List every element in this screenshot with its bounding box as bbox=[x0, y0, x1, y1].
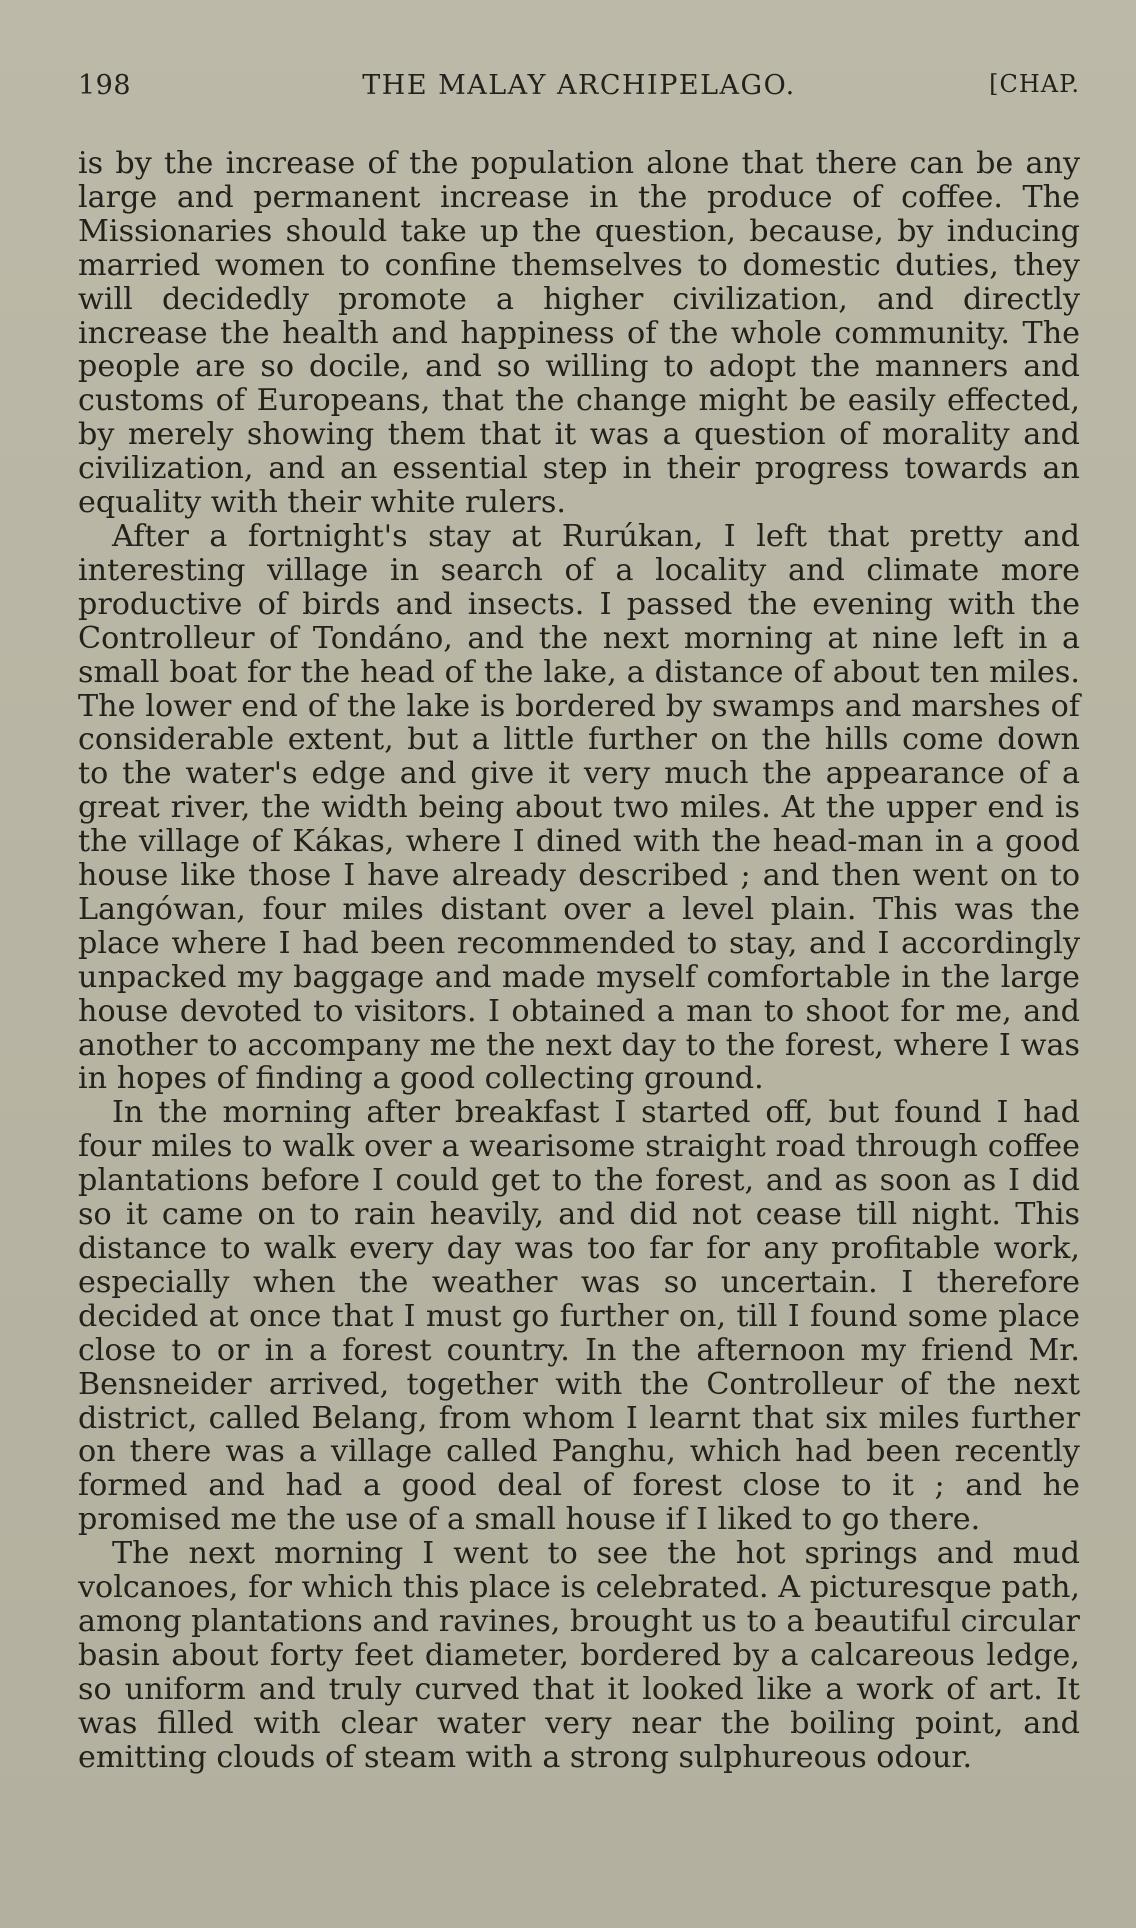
page-number: 198 bbox=[78, 70, 132, 101]
paragraph-4: The next morning I went to see the hot springs and mud volcanoes, for which this place is celebrated. A picturesque path, among plantations and ravines, brought us to a beautiful circular basin about forty feet diameter, bordered by a calcareous ledge, so uniform and truly curved that it looked like a work of art. It was filled with clear water very near the boiling point, and emitting clouds of steam with a strong sulphureous odour. bbox=[78, 1536, 1080, 1775]
paragraph-2: After a fortnight's stay at Rurúkan, I left that pretty and interesting village in search of a locality and climate more productive of birds and insects. I passed the evening with the Controlleur of Tondáno, and the next morning at nine left in a small boat for the head of the lake, a distance of about ten miles. The lower end of the lake is bordered by swamps and marshes of considerable extent, but a little further on the hills come down to the water's edge and give it very much the appearance of a great river, the width being about two miles. At the upper end is the village of Kákas, where I dined with the head-man in a good house like those I have already described ; and then went on to Langówan, four miles distant over a level plain. This was the place where I had been recommended to stay, and I accordingly unpacked my baggage and made myself comfortable in the large house devoted to visitors. I obtained a man to shoot for me, and another to accompany me the next day to the forest, where I was in hopes of finding a good collecting ground. bbox=[78, 518, 1080, 1097]
body-text bbox=[78, 147, 1080, 1775]
chapter-marker: [CHAP. bbox=[989, 70, 1080, 98]
paragraph-3: In the morning after breakfast I started off, but found I had four miles to walk over a wearisome straight road through coffee plantations before I could get to the forest, and as soon as I did so it came on to rain heavily, and did not cease till night. This distance to walk every day was too far for any profitable work, especially when the weather was so uncertain. I therefore decided at once that I must go further on, till I found some place close to or in a forest country. In the afternoon my friend Mr. Bensneider arrived, together with the Controlleur of the next district, called Belang, from whom I learnt that six miles further on there was a village called Panghu, which had been recently formed and had a good deal of forest close to it ; and he promised me the use of a small house if I liked to go there. bbox=[78, 1095, 1080, 1538]
running-head bbox=[78, 70, 1080, 110]
book-title: THE MALAY ARCHIPELAGO. bbox=[362, 70, 796, 101]
paragraph-1: is by the increase of the population alone that there can be any large and permanent increase in the produce of coffee. The Missionaries should take up the question, because, by inducing married women to confine themselves to domestic duties, they will decidedly promote a higher civilization, and directly increase the health and happiness of the whole community. The people are so docile, and so willing to adopt the manners and customs of Europeans, that the change might be easily effected, by merely showing them that it was a question of morality and civilization, and an essential step in their progress towards an equality with their white rulers. bbox=[78, 146, 1080, 521]
